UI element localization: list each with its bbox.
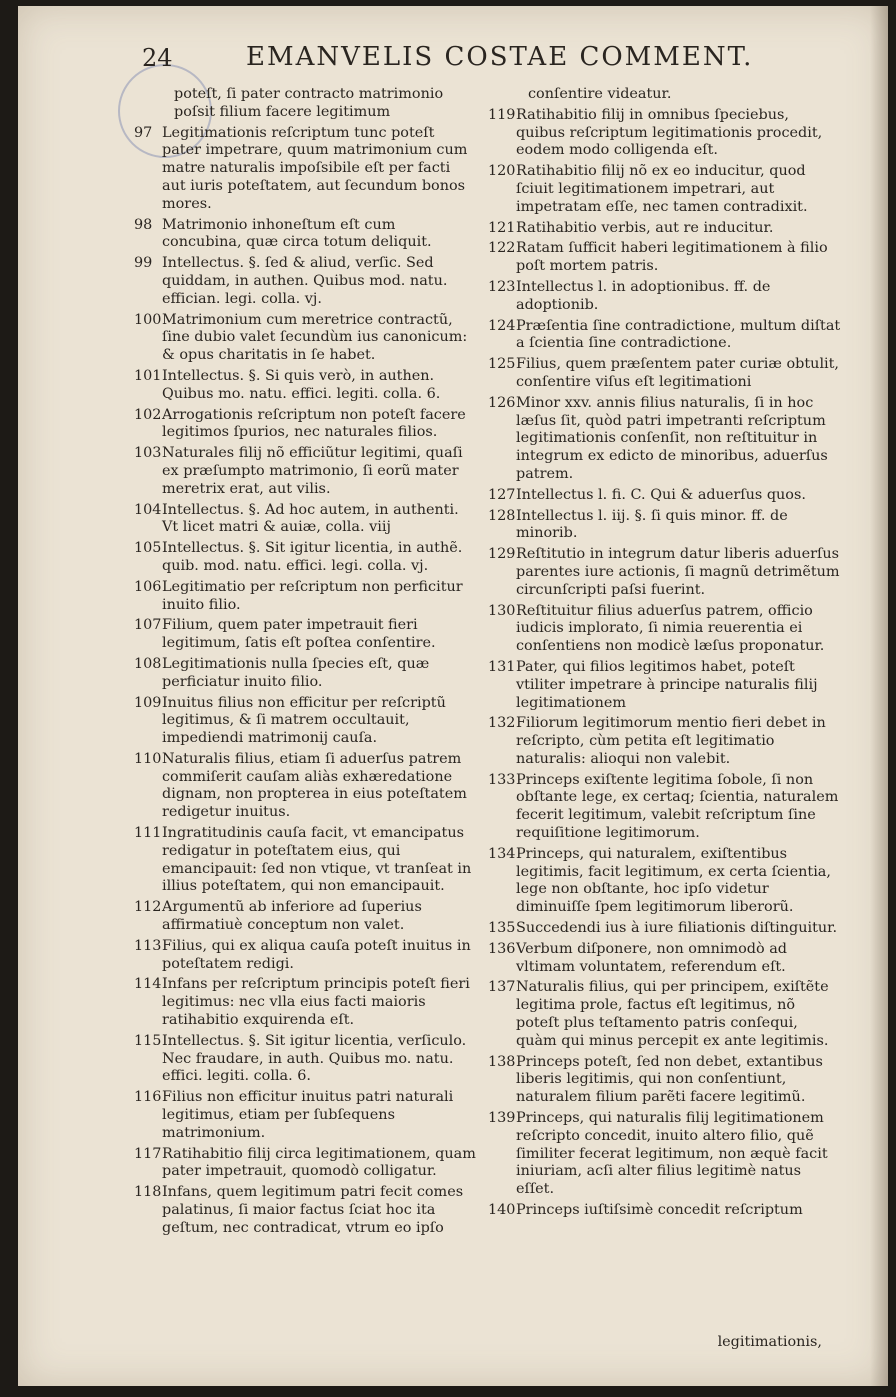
index-entry <box>134 255 476 308</box>
entry-text: Princeps poteſt, ſed non debet, extantibus liberis legitimis, qui non conſentiunt, naturalem filium parẽti facere legitimũ. <box>516 1053 823 1106</box>
index-entry <box>488 163 842 216</box>
entry-text: Naturales filij nõ efficiũtur legitimi, quaſi ex præſumpto matrimonio, ſi eorũ mater meretrix erat, aut vilis. <box>162 445 463 497</box>
entry-text: Filium, quem pater impetrauit fieri legitimum, ſatis eſt poſtea conſentire. <box>162 617 436 652</box>
index-entry <box>134 125 476 214</box>
entry-number: 115 <box>134 1032 162 1049</box>
entry-number: 98 <box>134 216 153 233</box>
index-entry <box>134 445 476 498</box>
page-header <box>142 38 832 78</box>
entry-number: 101 <box>134 367 162 384</box>
left-column <box>134 86 476 1241</box>
entry-number: 125 <box>488 356 516 373</box>
entry-number: 139 <box>488 1110 516 1127</box>
entry-text: Intellectus l. iij. §. ſi quis minor. ff. de minorib. <box>516 507 788 542</box>
entry-number: 119 <box>488 106 516 123</box>
index-entry <box>488 220 842 238</box>
entry-text: conſentire videatur. <box>528 86 672 102</box>
entry-text: Filiorum legitimorum mentio fieri debet in reſcripto, cùm petita eſt legitimatio naturalis: alioqui non valebit. <box>516 715 826 767</box>
index-entry <box>134 312 476 365</box>
index-entry <box>134 86 476 122</box>
entry-number: 121 <box>488 219 516 236</box>
index-entry <box>488 846 842 917</box>
entry-text: Intellectus. §. Sit igitur licentia, verſiculo. Nec fraudare, in auth. Quibus mo. natu. effici. legiti. colla. 6. <box>162 1032 467 1085</box>
index-entry <box>488 107 842 160</box>
entry-number: 106 <box>134 578 162 595</box>
entry-text: Naturalis filius, qui per principem, exiſtẽte legitima prole, factus eſt legitimus, nõ poteſt plus teſtamento patris conſequi, quàm qui minus percepit ex ante legitimis. <box>516 979 829 1049</box>
index-entry <box>488 487 842 505</box>
page-number: 24 <box>142 44 173 72</box>
entry-number: 99 <box>134 255 153 272</box>
index-entry <box>488 1202 842 1220</box>
entry-number: 138 <box>488 1053 516 1070</box>
index-entry <box>134 656 476 692</box>
entry-number: 114 <box>134 976 162 993</box>
index-entry <box>134 938 476 974</box>
index-entry <box>134 695 476 748</box>
right-column <box>488 86 842 1223</box>
index-entry <box>488 356 842 392</box>
entry-number: 124 <box>488 317 516 334</box>
entry-number: 136 <box>488 940 516 957</box>
entry-text: Reſtitutio in integrum datur liberis aduerſus parentes iure actionis, ſi magnũ detrimẽtum circunſcripti paſsi fuerint. <box>516 546 840 598</box>
entry-text: Princeps exiſtente legitima ſobole, ſi non obſtante lege, ex certaq; ſcientia, naturalem fecerit legitimum, valebit reſcriptum ſine requiſitione legitimorum. <box>516 771 839 842</box>
entry-text: Matrimonio inhoneſtum eſt cum concubina, quæ circa totum deliquit. <box>162 216 432 251</box>
index-entry <box>488 715 842 768</box>
entry-text: Pater, qui filios legitimos habet, poteſt vtiliter impetrare à principe naturalis filij legitimationem <box>516 658 818 711</box>
entry-text: Intellectus l. fi. C. Qui & aduerſus quos. <box>516 486 806 503</box>
entry-number: 110 <box>134 750 162 767</box>
index-entry <box>488 546 842 599</box>
index-entry <box>488 603 842 656</box>
entry-text: Intellectus. §. Si quis verò, in authen. Quibus mo. natu. effici. legiti. colla. 6. <box>162 367 441 402</box>
index-entry <box>488 86 842 104</box>
index-entry <box>134 368 476 404</box>
entry-number: 108 <box>134 655 162 672</box>
entry-number: 104 <box>134 501 162 518</box>
index-entry <box>134 540 476 576</box>
entry-text: Naturalis filius, etiam ſi aduerſus patrem commiſerit cauſam aliàs exhæredatione dignam, non propterea in eius poteſtatem redigetur inuitus. <box>162 750 467 821</box>
entry-text: Ratihabitio filij nõ ex eo inducitur, quod ſciuit legitimationem impetrari, aut impetratam eſſe, nec tamen contradixit. <box>516 163 808 215</box>
entry-number: 122 <box>488 240 516 257</box>
index-entry <box>134 1184 476 1237</box>
index-entry <box>488 508 842 544</box>
entry-text: Intellectus. §. ſed & aliud, verſic. Sed quiddam, in authen. Quibus mod. natu. effician. legi. colla. vj. <box>162 255 448 307</box>
index-entry <box>488 920 842 938</box>
index-entry <box>134 976 476 1029</box>
entry-text: Ratam ſufficit haberi legitimationem à filio poſt mortem patris. <box>516 240 828 275</box>
entry-number: 102 <box>134 406 162 423</box>
entry-text: Intellectus. §. Ad hoc autem, in authenti. Vt licet matri & auiæ, colla. viij <box>162 501 459 536</box>
index-entry <box>488 1054 842 1107</box>
index-entry <box>134 407 476 443</box>
index-entry <box>134 1089 476 1142</box>
entry-text: Reſtituitur filius aduerſus patrem, officio iudicis implorato, ſi nimia reuerentia ei conſentiens non modicè læſus proponatur. <box>516 602 825 655</box>
entry-text: Ratihabitio filij in omnibus ſpeciebus, quibus reſcriptum legitimationis procedit, eodem modo colligenda eſt. <box>516 106 823 159</box>
entry-number: 130 <box>488 602 516 619</box>
entry-number: 123 <box>488 278 516 295</box>
entry-text: Filius, quem præſentem pater curiæ obtulit, conſentire viſus eſt legitimationi <box>516 356 840 390</box>
entry-number: 116 <box>134 1089 162 1106</box>
index-entry <box>134 1146 476 1182</box>
index-entry <box>488 772 842 843</box>
index-entry <box>134 579 476 615</box>
entry-number: 120 <box>488 163 516 180</box>
entry-text: Filius non efficitur inuitus patri naturali legitimus, etiam per ſubſequens matrimonium. <box>162 1089 454 1141</box>
entry-number: 112 <box>134 899 162 916</box>
entry-text: Infans per reſcriptum principis poteſt fieri legitimus: nec vlla eius facti maioris ratihabitio exquirenda eſt. <box>162 976 470 1029</box>
entry-text: Præſentia ſine contradictione, multum diſtat a ſcientia ſine contradictione. <box>516 317 841 352</box>
entry-number: 137 <box>488 979 516 996</box>
running-title: EMANVELIS COSTAE COMMENT. <box>246 42 754 72</box>
entry-text: Minor xxv. annis filius naturalis, ſi in hoc læſus ſit, quòd patri impetranti reſcriptum legitimationis conſenſit, non reſtituitur in integrum ex edicto de minoribus, aduerſus patrem. <box>516 394 828 482</box>
index-entry <box>488 1110 842 1199</box>
index-entry <box>488 395 842 484</box>
entry-text: Ratihabitio filij circa legitimationem, quam pater impetrauit, quomodò colligatur. <box>162 1145 476 1180</box>
entry-number: 100 <box>134 311 162 328</box>
index-entry <box>488 279 842 315</box>
entry-number: 111 <box>134 825 162 842</box>
entry-text: Princeps, qui naturalem, exiſtentibus legitimis, facit legitimum, ex certa ſcientia, lege non obſtante, hoc ipſo videtur diminuiſſe ſpem legitimorum liberorũ. <box>516 845 831 916</box>
index-entry <box>134 899 476 935</box>
entry-text: Arrogationis reſcriptum non poteſt facere legitimos ſpurios, nec naturales filios. <box>162 406 466 441</box>
entry-text: Legitimationis reſcriptum tunc poteſt pater impetrare, quum matrimonium cum matre naturalis impoſsibile eſt per facti aut iuris poteſtatem, aut ſecundum bonos mores. <box>162 124 468 212</box>
entry-text: Filius, qui ex aliqua cauſa poteſt inuitus in poteſtatem redigi. <box>162 937 471 972</box>
entry-number: 107 <box>134 617 162 634</box>
index-entry <box>488 659 842 712</box>
entry-text: Intellectus. §. Sit igitur licentia, in authẽ. quib. mod. natu. effici. legi. colla. vj. <box>162 540 463 574</box>
entry-number: 132 <box>488 715 516 732</box>
entry-number: 133 <box>488 771 516 788</box>
index-entry <box>134 617 476 653</box>
entry-number: 135 <box>488 920 516 937</box>
index-entry <box>134 1033 476 1086</box>
index-entry <box>134 217 476 253</box>
entry-text: Legitimationis nulla ſpecies eſt, quæ perficiatur inuito filio. <box>162 655 430 690</box>
entry-number: 117 <box>134 1145 162 1162</box>
entry-text: Ratihabitio verbis, aut re inducitur. <box>516 219 774 236</box>
index-entry <box>488 240 842 276</box>
entry-text: Argumentũ ab inferiore ad ſuperius affirmatiuè conceptum non valet. <box>162 899 422 934</box>
book-page <box>18 6 888 1386</box>
entry-number: 118 <box>134 1184 162 1201</box>
entry-number: 127 <box>488 486 516 503</box>
entry-number: 140 <box>488 1202 516 1219</box>
entry-text: Inuitus filius non efficitur per reſcriptũ legitimus, & ſi matrem occultauit, impediendi matrimonij cauſa. <box>162 694 446 747</box>
entry-number: 109 <box>134 694 162 711</box>
entry-text: Verbum diſponere, non omnimodò ad vltimam voluntatem, referendum eſt. <box>516 940 788 975</box>
index-entry <box>488 318 842 354</box>
entry-text: Intellectus l. in adoptionibus. ff. de adoptionib. <box>516 278 771 313</box>
entry-number: 126 <box>488 394 516 411</box>
index-entry <box>488 979 842 1050</box>
entry-text: Infans, quem legitimum patri fecit comes palatinus, ſi maior factus ſciat hoc ita geſtum, nec contradicat, vtrum eo ipſo <box>162 1184 464 1236</box>
entry-text: Succedendi ius à iure filiationis diſtinguitur. <box>516 920 838 937</box>
index-entry <box>134 751 476 822</box>
entry-text: Matrimonium cum meretrice contractũ, ſine dubio valet ſecundùm ius canonicum: & opus charitatis in ſe habet. <box>162 311 468 364</box>
index-entry <box>488 941 842 977</box>
entry-text: Princeps, qui naturalis filij legitimationem reſcripto concedit, inuito altero filio, quẽ ſimiliter fecerat legitimum, non æquè facit iniuriam, acſi alter filius legitimè natus eſſet. <box>516 1110 828 1198</box>
index-entry <box>134 502 476 538</box>
entry-number: 113 <box>134 937 162 954</box>
entry-text: poteſt, ſi pater contracto matrimonio poſsit filium facere legitimum <box>174 86 444 120</box>
entry-number: 105 <box>134 540 162 557</box>
entry-number: 97 <box>134 124 153 141</box>
entry-number: 128 <box>488 507 516 524</box>
entry-number: 131 <box>488 658 516 675</box>
entry-number: 134 <box>488 845 516 862</box>
entry-number: 103 <box>134 445 162 462</box>
entry-text: Ingratitudinis cauſa facit, vt emancipatus redigatur in poteſtatem eius, qui emancipauit: ſed non vtique, vt tranſeat in illius poteſtatem, qui non emancipauit. <box>162 825 472 895</box>
entry-number: 129 <box>488 546 516 563</box>
entry-text: Legitimatio per reſcriptum non perficitur inuito filio. <box>162 578 463 613</box>
catchword: legitimationis, <box>717 1334 822 1350</box>
entry-text: Princeps iuſtiſsimè concedit reſcriptum <box>516 1202 803 1219</box>
index-entry <box>134 825 476 896</box>
